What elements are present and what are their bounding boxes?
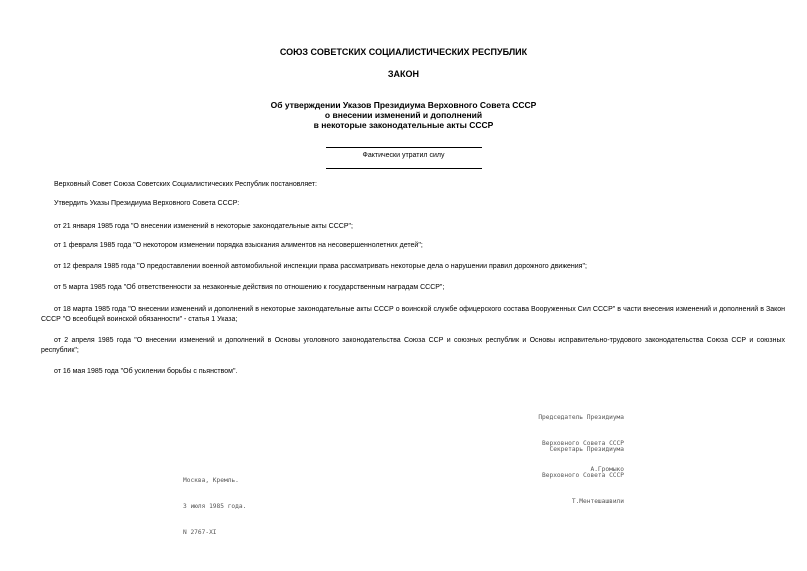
decree-item: от 16 мая 1985 года "Об усилении борьбы с пьянством".: [54, 368, 238, 375]
signature-line: А.Громыко: [590, 465, 624, 473]
title-line: о внесении изменений и дополнений: [324, 110, 483, 120]
decree-item: от 5 марта 1985 года "Об ответственности за незаконные действия по отношению к государственным наградам СССР";: [54, 284, 445, 291]
secretary-signature: [470, 429, 624, 524]
union-heading: СОЮЗ СОВЕТСКИХ СОЦИАЛИСТИЧЕСКИХ РЕСПУБЛИК: [279, 47, 528, 57]
signature-line: Верховного Совета СССР: [542, 439, 624, 447]
signature-line: Секретарь Президиума: [549, 446, 624, 454]
signature-line: Председатель Президиума: [538, 414, 624, 422]
divider-top: [326, 147, 482, 148]
place-line: Москва, Кремль.: [183, 477, 239, 485]
approve-paragraph: Утвердить Указы Президиума Верховного Совета СССР:: [54, 200, 240, 207]
title-line: Об утверждении Указов Президиума Верховного Совета СССР: [270, 100, 537, 110]
decree-item: от 21 января 1985 года "О внесении изменений в некоторые законодательные акты СССР";: [54, 223, 353, 230]
title-line: в некоторые законодательные акты СССР: [313, 120, 494, 130]
document-title: [0, 100, 807, 130]
preamble-paragraph: Верховный Совет Союза Советских Социалистических Республик постановляет:: [54, 181, 317, 188]
place-and-date: [183, 460, 303, 555]
document-type: ЗАКОН: [387, 69, 420, 79]
decree-item: от 1 февраля 1985 года "О некотором изменении порядка взыскания алиментов на несовершеннолетних детей";: [54, 242, 423, 249]
signature-line: Т.Ментешашвили: [571, 497, 624, 505]
number-line: N 2767-XI: [183, 528, 217, 536]
signature-line: Верховного Совета СССР: [542, 471, 624, 479]
decree-item: от 12 февраля 1985 года "О предоставлении военной автомобильной инспекции права рассматривать некоторые дела о нарушении правил дорожного движения";: [54, 263, 587, 270]
divider-bottom: [326, 168, 482, 169]
date-line: 3 июля 1985 года.: [183, 502, 247, 510]
decree-item: от 2 апреля 1985 года "О внесении изменений и дополнений в Основы уголовного законодательства Союза ССР и союзных республик и Основы исправительно-трудового законодательства Союза ССР и союзных республик";: [41, 337, 785, 354]
decree-item: от 18 марта 1985 года "О внесении изменений и дополнений в некоторые законодательные акты СССР о воинской службе офицерского состава Вооруженных Сил СССР" в части внесения изменений и дополнений в Закон СССР "О всеобщей воинской обязанности" - статья 1 Указа;: [41, 306, 785, 323]
status-note: Фактически утратил силу: [362, 152, 445, 159]
